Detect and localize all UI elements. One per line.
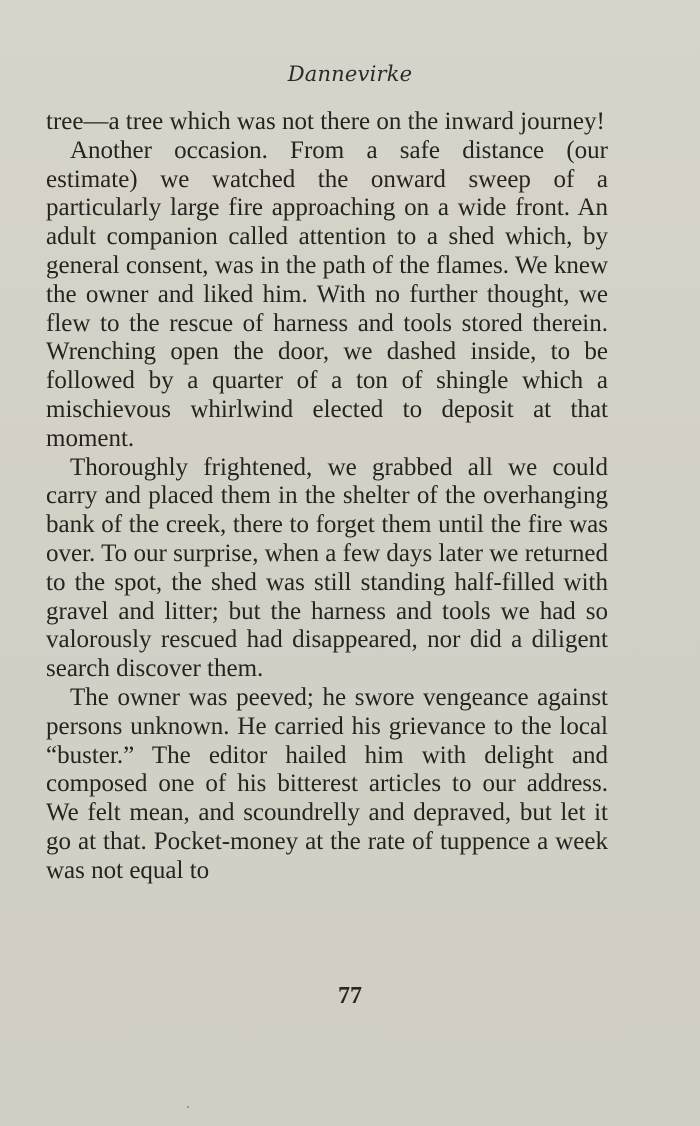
paragraph: The owner was peeved; he swore vengeance against persons unknown. He carried his grievance to the local “buster.” The editor hailed him with delight and composed one of his bitterest articles to our address. We felt mean, and scoundrelly and depraved, but let it go at that. Pocket-money at the rate of tuppence a week was not equal to xyxy=(46,683,608,884)
paragraph: Another occasion. From a safe distance (our estimate) we watched the onward sweep of a particularly large fire approaching on a wide front. An adult companion called attention to a shed which, by general consent, was in the path of the flames. We knew the owner and liked him. With no further thought, we flew to the rescue of harness and tools stored therein. Wrenching open the door, we dashed inside, to be followed by a quarter of a ton of shingle which a mischievous whirlwind elected to deposit at that moment. xyxy=(46,136,608,452)
paper-speck xyxy=(187,1106,189,1108)
body-text xyxy=(46,108,608,886)
page-number: 77 xyxy=(338,983,362,1009)
running-head: Dannevirke xyxy=(287,62,413,86)
paragraph: tree—a tree which was not there on the inward journey! xyxy=(46,108,605,135)
paragraph: Thoroughly frightened, we grabbed all we could carry and placed them in the shelter of the overhanging bank of the creek, there to forget them until the fire was over. To our surprise, when a few days later we returned to the spot, the shed was still standing half-filled with gravel and litter; but the harness and tools we had so valorously rescued had disappeared, nor did a diligent search discover them. xyxy=(46,453,608,683)
